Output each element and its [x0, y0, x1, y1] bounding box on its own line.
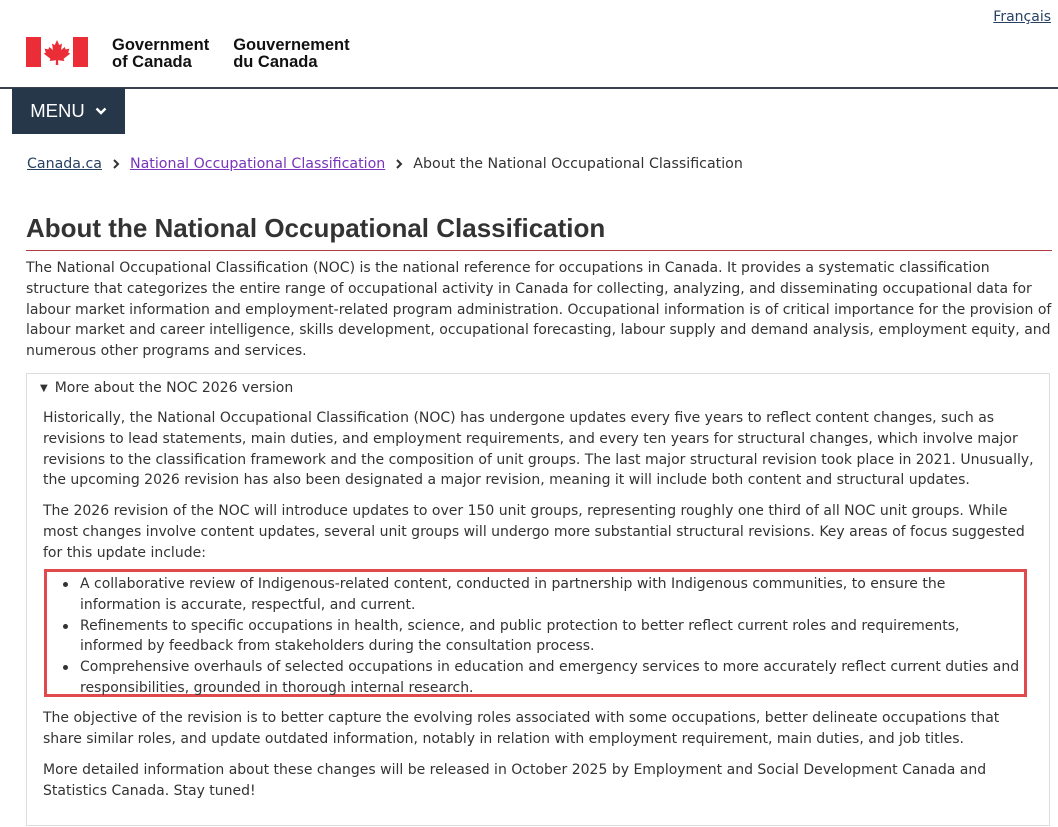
government-of-canada-logo[interactable] [26, 37, 350, 71]
details-summary-toggle[interactable] [40, 380, 293, 396]
breadcrumb [27, 156, 743, 172]
menu-button[interactable] [12, 88, 125, 134]
chevron-down-icon [95, 106, 107, 116]
page-title: About the National Occupational Classification [26, 213, 1052, 251]
breadcrumb-current: About the National Occupational Classification [413, 156, 743, 172]
list-item: Comprehensive overhauls of selected occupations in education and emergency services to more accurately reflect current duties and responsibilities, grounded in thorough internal research. [63, 657, 1023, 699]
details-paragraph-2: The 2026 revision of the NOC will introduce updates to over 150 unit groups, representing roughly one third of all NOC unit groups. While most changes involve content updates, several unit groups will undergo more substantial structural revisions. Key areas of focus suggested for this update include: [43, 503, 1025, 561]
header-divider [0, 87, 1058, 89]
chevron-right-icon [112, 159, 120, 169]
list-item: A collaborative review of Indigenous-related content, conducted in partnership with Indigenous communities, to ensure the information is accurate, respectful, and current. [63, 574, 1023, 616]
government-name-fr: Gouvernement du Canada [233, 36, 350, 71]
menu-label: MENU [30, 100, 85, 121]
details-paragraph-4: More detailed information about these changes will be released in October 2025 by Employment and Social Development Canada and Statistics Canada. Stay tuned! [43, 762, 987, 799]
language-toggle-link[interactable]: Français [993, 9, 1051, 25]
noc-2026-details [26, 373, 1050, 826]
focus-areas-list [63, 574, 1023, 699]
canada-flag-icon [26, 37, 88, 67]
breadcrumb-noc-link[interactable]: National Occupational Classification [130, 156, 386, 172]
breadcrumb-canada-link[interactable]: Canada.ca [27, 156, 102, 172]
chevron-right-icon [395, 159, 403, 169]
triangle-down-icon: ▼ [40, 382, 48, 394]
details-paragraph-3: The objective of the revision is to better capture the evolving roles associated with some occupations, better delineate occupations that share similar roles, and update outdated information, notably in relation with employment requirement, main duties, and job titles. [43, 710, 1000, 747]
list-item: Refinements to specific occupations in health, science, and public protection to better reflect current roles and requirements, informed by feedback from stakeholders during the consultation process. [63, 616, 1023, 658]
details-summary-label: More about the NOC 2026 version [54, 380, 294, 396]
intro-paragraph: The National Occupational Classification (NOC) is the national reference for occupations in Canada. It provides a systematic classification structure that categorizes the entire range of occupational activity in Canada for collecting, analyzing, and disseminating occupational data for labour market information and employment-related program administration. Occupational information is of critical importance for the provision of labour market and career intelligence, skills development, occupational forecasting, labour supply and demand analysis, employment equity, and numerous other programs and services. [26, 260, 1052, 360]
details-paragraph-1: Historically, the National Occupational Classification (NOC) has undergone updates every five years to reflect content changes, such as revisions to lead statements, main duties, and employment requirements, and every ten years for structural changes, which involve major revisions to the classification framework and the composition of unit groups. The last major structural revision took place in 2021. Unusually, the upcoming 2026 revision has also been designated a major revision, meaning it will include both content and structural updates. [43, 410, 1034, 489]
government-name-en: Government of Canada [112, 36, 210, 71]
